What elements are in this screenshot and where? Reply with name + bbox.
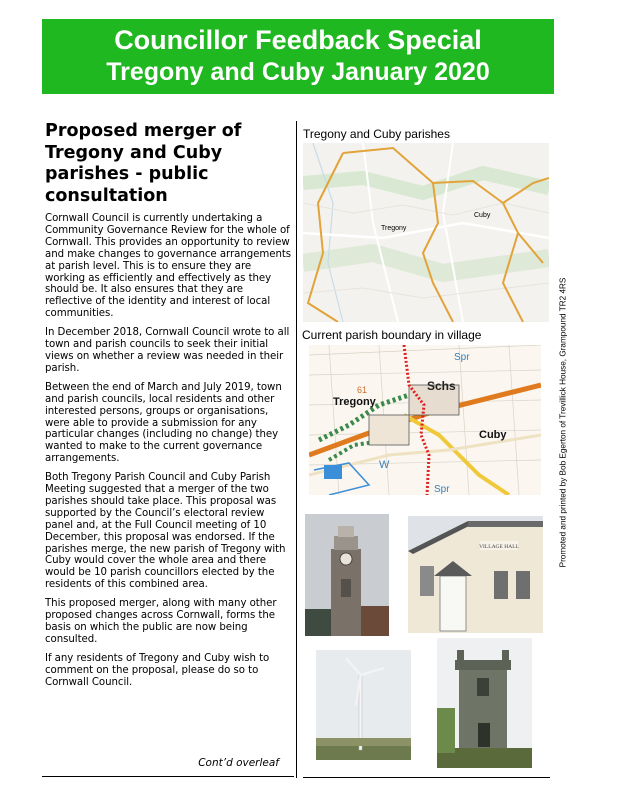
map2-label-schs: Schs: [427, 379, 456, 393]
village-hall-photo: [408, 516, 543, 633]
map2-label-w: W: [379, 459, 390, 471]
map1-label-cuby: Cuby: [474, 212, 491, 219]
left-bottom-rule: [42, 776, 294, 777]
continued-note: Cont’d overleaf: [198, 757, 279, 769]
village-boundary-map: [309, 345, 541, 495]
article-paragraph: If any residents of Tregony and Cuby wish to comment on the proposal, please do so to Cornwall Council.: [45, 652, 270, 688]
map2-label-spr-bottom: Spr: [434, 484, 450, 495]
header-subtitle: Tregony and Cuby January 2020: [106, 58, 490, 86]
village-hall-sign: VILLAGE HALL: [479, 544, 519, 550]
header-banner: [42, 19, 554, 94]
parish-map: [303, 143, 549, 322]
map2-label-cuby: Cuby: [479, 429, 507, 441]
article-paragraph: In December 2018, Cornwall Council wrote to all town and parish councils to seek their initial views on whether a review was needed in their parish.: [45, 327, 290, 374]
article: [45, 121, 293, 696]
wind-turbine-photo: [316, 650, 411, 760]
map2-label-tregony: Tregony: [333, 396, 376, 408]
right-bottom-rule: [303, 777, 550, 778]
article-paragraph: Between the end of March and July 2019, town and parish councils, local residents and other interested persons, groups or organisations, were able to provide a submission for any particular changes (including no change) they wanted to make to the current governance arrangements.: [45, 381, 282, 465]
map1-caption: Tregony and Cuby parishes: [303, 127, 450, 141]
map2-label-61: 61: [357, 385, 368, 395]
header-title: Councillor Feedback Special: [114, 25, 482, 55]
article-headline: Proposed merger of Tregony and Cuby parishes - public consultation: [45, 121, 242, 206]
imprint-note: [556, 278, 570, 568]
map2-label-spr-top: Spr: [454, 352, 470, 363]
church-tower-photo: [437, 638, 532, 768]
imprint-text: Promoted and printed by Bob Egerton of Trevillick House, Grampound TR2 4RS: [558, 277, 568, 568]
column-divider: [296, 121, 297, 778]
article-paragraph: Cornwall Council is currently undertaking a Community Governance Review for the whole of Cornwall. This provides an opportunity to review and make changes to governance arrangements at parish level. This is to ensure they are working as efficiently and effectively as they should be. It also ensures that they are reflective of the identity and interest of local communities.: [45, 213, 292, 320]
map1-label-tregony: Tregony: [381, 225, 407, 232]
article-paragraph: This proposed merger, along with many other proposed changes across Cornwall, forms the basis on which the public are now being consulted.: [45, 598, 277, 645]
clock-tower-photo: [305, 514, 389, 636]
map2-caption: Current parish boundary in village: [302, 328, 482, 342]
article-paragraph: Both Tregony Parish Council and Cuby Parish Meeting suggested that a merger of the two parishes should take place. This proposal was supported by the Council’s electoral review panel and, at the Full Council meeting of 10 December, this proposal was endorsed. If the parishes merge, the new parish of Tregony with Cuby would cover the whole area and there would be 10 parish councillors elected by the residents of this combined area.: [45, 472, 286, 591]
